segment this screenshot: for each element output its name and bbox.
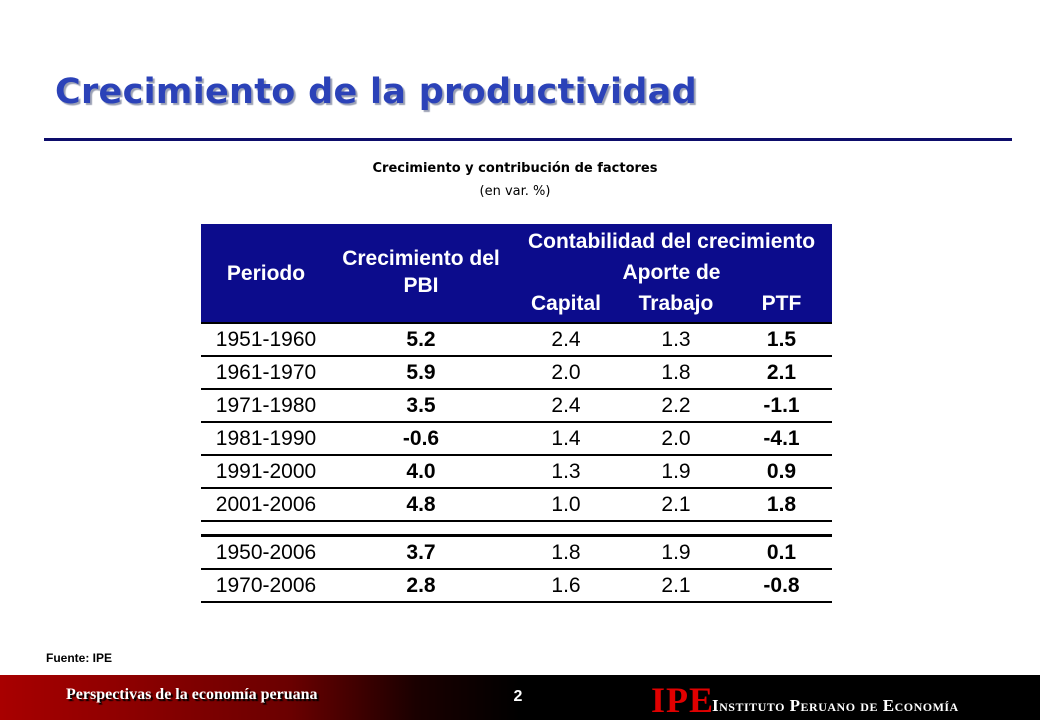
cell-capital: 1.8 xyxy=(551,541,581,564)
cell-pbi: 4.0 xyxy=(406,460,436,483)
cell-ptf: -0.8 xyxy=(763,574,800,597)
cell-ptf: 2.1 xyxy=(766,361,797,384)
cell-capital: 1.3 xyxy=(551,460,581,483)
cell-periodo: 1951-1960 xyxy=(215,328,317,351)
ipe-logo-name: Instituto Peruano de Economía xyxy=(712,696,959,715)
table-row xyxy=(201,489,832,522)
cell-ptf: 0.9 xyxy=(766,460,797,483)
header-ptf: PTF xyxy=(761,292,802,315)
header-capital: Capital xyxy=(530,292,601,315)
cell-periodo: 1991-2000 xyxy=(215,460,317,483)
cell-trabajo: 1.9 xyxy=(661,541,691,564)
cell-pbi: -0.6 xyxy=(402,427,440,450)
table-header xyxy=(201,224,832,322)
cell-trabajo: 2.1 xyxy=(661,574,691,597)
cell-ptf: -1.1 xyxy=(763,394,800,417)
cell-pbi: 3.7 xyxy=(406,541,436,564)
cell-periodo: 1950-2006 xyxy=(215,541,317,564)
table-row xyxy=(201,423,832,456)
cell-periodo: 2001-2006 xyxy=(215,493,317,516)
header-pbi-line1: Crecimiento del xyxy=(342,247,500,270)
footer-title: Perspectivas de la economía peruana xyxy=(66,686,318,703)
table-unit-note: (en var. %) xyxy=(479,184,551,199)
header-aporte: Aporte de xyxy=(622,261,721,284)
cell-pbi: 2.8 xyxy=(406,574,436,597)
header-contabilidad: Contabilidad del crecimiento xyxy=(527,230,816,253)
cell-trabajo: 1.8 xyxy=(661,361,691,384)
summary-row xyxy=(201,537,832,570)
summary-row xyxy=(201,570,832,603)
cell-pbi: 5.2 xyxy=(406,328,436,351)
cell-trabajo: 2.1 xyxy=(661,493,691,516)
table-row xyxy=(201,357,832,390)
cell-periodo: 1981-1990 xyxy=(215,427,317,450)
cell-trabajo: 2.2 xyxy=(661,394,691,417)
header-periodo: Periodo xyxy=(226,262,306,285)
cell-ptf: 0.1 xyxy=(766,541,797,564)
slide-title: Crecimiento de la productividad xyxy=(55,72,697,112)
cell-capital: 2.4 xyxy=(551,394,581,417)
table-row xyxy=(201,456,832,489)
header-pbi-line2: PBI xyxy=(403,274,439,297)
source-note: Fuente: IPE xyxy=(46,651,113,665)
table-section-divider xyxy=(201,522,832,537)
cell-trabajo: 1.9 xyxy=(661,460,691,483)
table-row xyxy=(201,322,832,357)
cell-capital: 1.6 xyxy=(551,574,581,597)
cell-pbi: 3.5 xyxy=(406,394,436,417)
cell-capital: 2.0 xyxy=(551,361,581,384)
cell-periodo: 1970-2006 xyxy=(215,574,317,597)
cell-capital: 1.0 xyxy=(551,493,581,516)
header-pbi xyxy=(331,245,511,299)
cell-capital: 2.4 xyxy=(551,328,581,351)
cell-trabajo: 1.3 xyxy=(661,328,691,351)
growth-table xyxy=(201,224,832,603)
table-row xyxy=(201,390,832,423)
title-divider xyxy=(44,138,1012,141)
cell-ptf: 1.5 xyxy=(766,328,797,351)
cell-periodo: 1971-1980 xyxy=(215,394,317,417)
cell-ptf: 1.8 xyxy=(766,493,797,516)
cell-capital: 1.4 xyxy=(551,427,581,450)
cell-ptf: -4.1 xyxy=(763,427,800,450)
page-number: 2 xyxy=(513,688,523,705)
cell-periodo: 1961-1970 xyxy=(215,361,317,384)
cell-pbi: 5.9 xyxy=(406,361,436,384)
cell-pbi: 4.8 xyxy=(406,493,436,516)
ipe-logo: IPE xyxy=(651,680,715,720)
header-trabajo: Trabajo xyxy=(638,292,714,315)
cell-trabajo: 2.0 xyxy=(661,427,691,450)
table-subtitle: Crecimiento y contribución de factores xyxy=(372,161,658,176)
